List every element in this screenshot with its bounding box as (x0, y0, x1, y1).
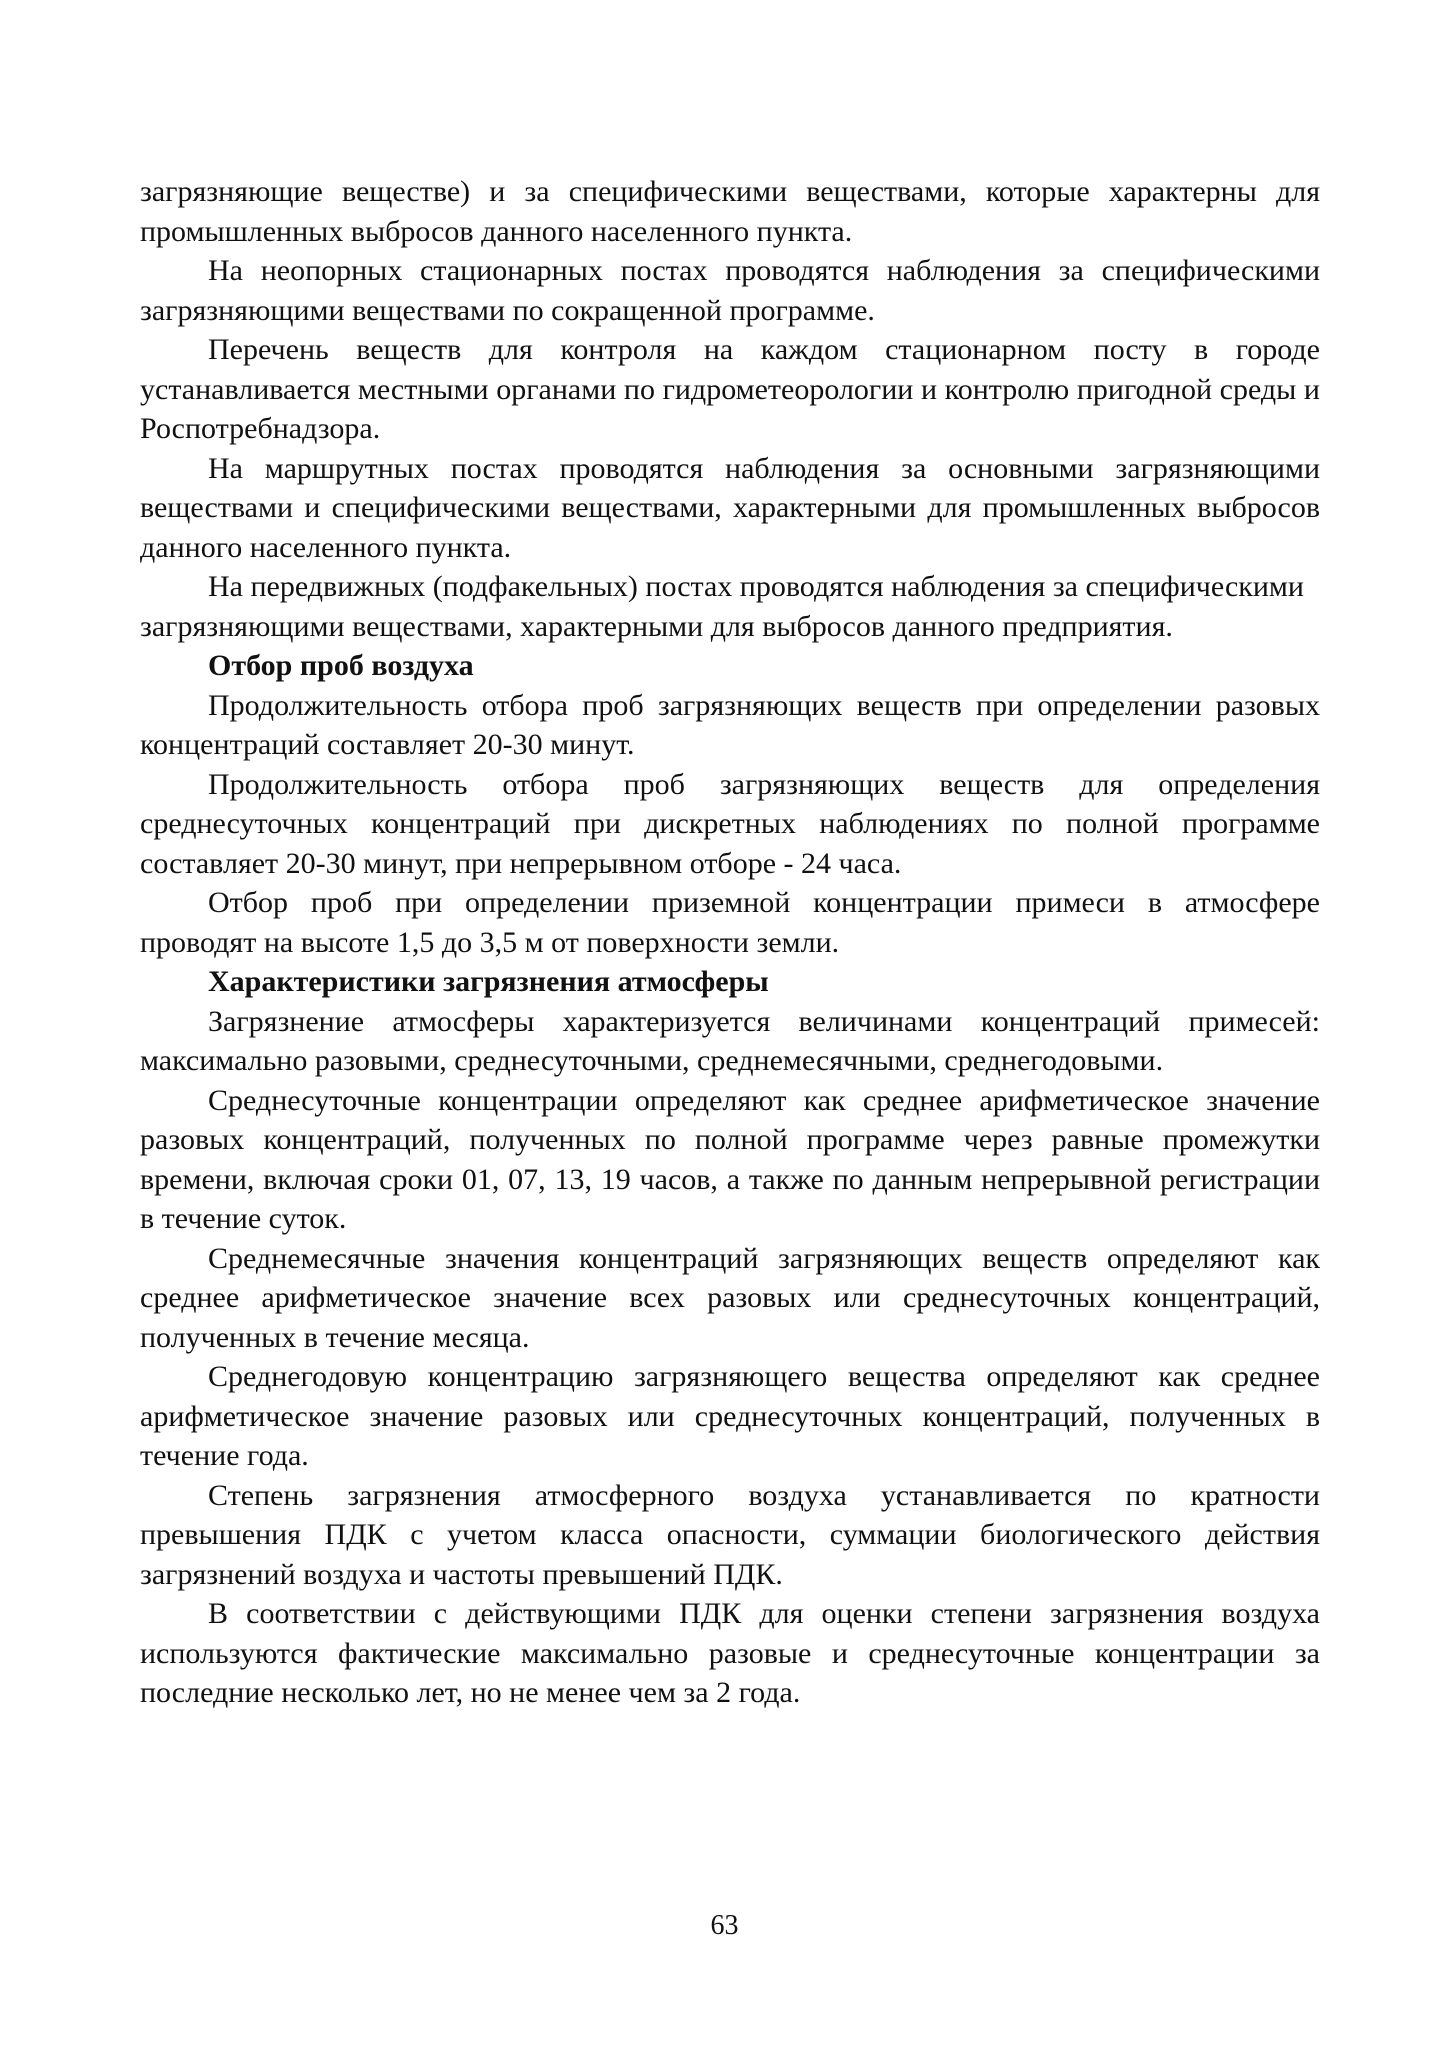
paragraph-sampling-height: Отбор проб при определении приземной концентрации примеси в атмосфере проводят на высоте 1,5 до 3,5 м от поверхности земли. (140, 886, 1320, 959)
paragraph-sampling-daily: Продолжительность отбора проб загрязняющих веществ для определения среднесуточных концентраций при дискретных наблюдениях по полной программе составляет 20-30 минут, при непрерывном отборе - 24 часа. (140, 767, 1320, 880)
paragraph-monthly-average: Среднемесячные значения концентраций загрязняющих веществ определяют как среднее арифметическое значение всех разовых или среднесуточных концентраций, полученных в течение месяца. (140, 1241, 1320, 1354)
paragraph-pollution-degree: Степень загрязнения атмосферного воздуха устанавливается по кратности превышения ПДК с учетом класса опасности, суммации биологического действия загрязнений воздуха и частоты превышений ПДК. (140, 1478, 1320, 1591)
page-number: 63 (710, 1910, 739, 1941)
paragraph-annual-average: Среднегодовую концентрацию загрязняющего вещества определяют как среднее арифметическое значение разовых или среднесуточных концентраций, полученных в течение года. (140, 1360, 1320, 1472)
paragraph-mobile-posts: На передвижных (подфакельных) постах проводятся наблюдения за специфическими загрязняющими веществами, характерными для выбросов данного предприятия. (140, 570, 1304, 643)
paragraph-characteristics-intro: Загрязнение атмосферы характеризуется величинами концентраций примесей: максимально разовыми, среднесуточными, среднемесячными, среднегодовыми. (140, 1004, 1320, 1077)
paragraph-continuation: загрязняющие веществе) и за специфическими веществами, которые характерны для промышленных выбросов данного населенного пункта. (140, 175, 1320, 248)
paragraph-pdk-assessment: В соответствии с действующими ПДК для оценки степени загрязнения воздуха используются фактические максимально разовые и среднесуточные концентрации за последние несколько лет, но не менее чем за 2 года. (140, 1597, 1320, 1709)
paragraph-route-posts: На маршрутных постах проводятся наблюдения за основными загрязняющими веществами и специфическими веществами, характерными для промышленных выбросов данного населенного пункта. (140, 451, 1320, 564)
paragraph-substance-list: Перечень веществ для контроля на каждом стационарном посту в городе устанавливается местными органами по гидрометеорологии и контролю пригодной среды и Роспотребнадзора. (140, 333, 1320, 445)
paragraph-daily-average: Среднесуточные концентрации определяют как среднее арифметическое значение разовых концентраций, полученных по полной программе через равные промежутки времени, включая сроки 01, 07, 13, 19 часов, а также по данным непрерывной регистрации в течение суток. (140, 1083, 1320, 1235)
document-body (140, 172, 1320, 1713)
heading-air-sampling: Отбор проб воздуха (208, 649, 474, 682)
heading-pollution-characteristics: Характеристики загрязнения атмосферы (208, 965, 769, 998)
paragraph-non-reference-posts: На неопорных стационарных постах проводятся наблюдения за специфическими загрязняющими веществами по сокращенной программе. (140, 254, 1320, 327)
paragraph-sampling-single: Продолжительность отбора проб загрязняющих веществ при определении разовых концентраций составляет 20-30 минут. (140, 688, 1320, 761)
